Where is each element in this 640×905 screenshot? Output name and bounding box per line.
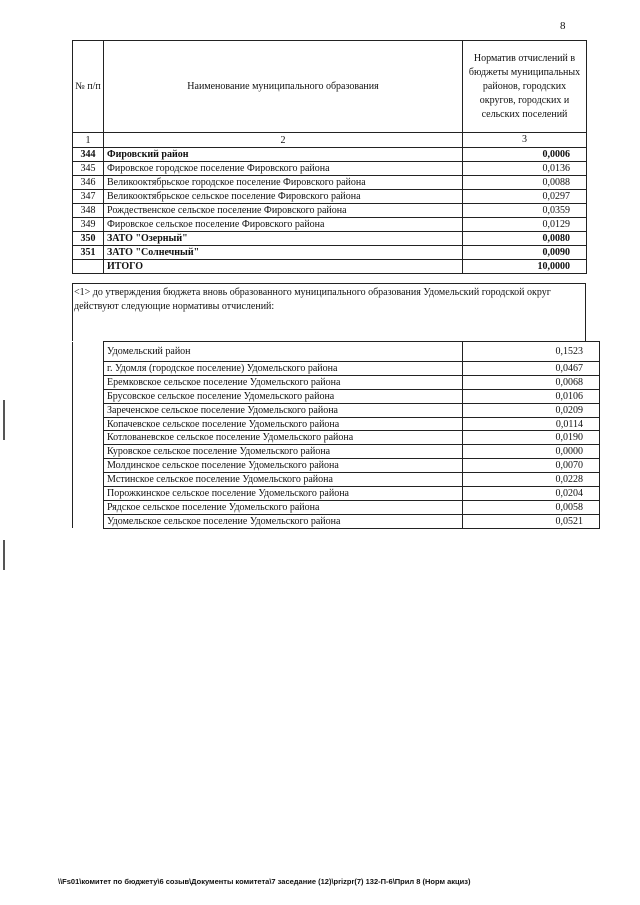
row-name: Фировское городское поселение Фировского района bbox=[104, 162, 463, 176]
table-row bbox=[73, 204, 587, 218]
row-name: Копачевское сельское поселение Удомельского района bbox=[104, 417, 463, 431]
list-item bbox=[73, 375, 600, 389]
row-value: 0,0058 bbox=[463, 500, 600, 514]
table-row bbox=[73, 232, 587, 246]
row-value: 0,0228 bbox=[463, 473, 600, 487]
header-number: № п/п bbox=[73, 41, 104, 133]
row-name: Молдинское сельское поселение Удомельского района bbox=[104, 459, 463, 473]
row-number: 344 bbox=[73, 148, 104, 162]
row-name: ИТОГО bbox=[104, 260, 463, 274]
table-row bbox=[73, 260, 587, 274]
row-value: 0,0068 bbox=[463, 375, 600, 389]
blank-cell bbox=[73, 445, 104, 459]
row-name: Котлованевское сельское поселение Удомельского района bbox=[104, 431, 463, 445]
row-value: 0,0136 bbox=[463, 162, 587, 176]
column-numbers-row bbox=[73, 133, 587, 148]
row-name: Куровское сельское поселение Удомельского района bbox=[104, 445, 463, 459]
row-name: Мстинское сельское поселение Удомельского района bbox=[104, 473, 463, 487]
row-name: Великооктябрьское городское поселение Фировского района bbox=[104, 176, 463, 190]
colnum-2: 2 bbox=[104, 133, 463, 148]
blank-cell bbox=[73, 375, 104, 389]
list-item bbox=[73, 487, 600, 501]
row-value: 0,0467 bbox=[463, 362, 600, 376]
blank-cell bbox=[73, 417, 104, 431]
row-name: ЗАТО "Солнечный" bbox=[104, 246, 463, 260]
row-name: Удомельское сельское поселение Удомельского района bbox=[104, 514, 463, 528]
list-item bbox=[73, 389, 600, 403]
list-item bbox=[73, 500, 600, 514]
row-value: 0,0521 bbox=[463, 514, 600, 528]
row-value: 0,0070 bbox=[463, 459, 600, 473]
blank-cell bbox=[73, 431, 104, 445]
blank-cell bbox=[73, 362, 104, 376]
table-row bbox=[73, 148, 587, 162]
table-row bbox=[73, 162, 587, 176]
row-value: 10,0000 bbox=[463, 260, 587, 274]
blank-cell bbox=[73, 500, 104, 514]
row-name: Рождественское сельское поселение Фировского района bbox=[104, 204, 463, 218]
row-value: 0,0106 bbox=[463, 389, 600, 403]
list-item bbox=[73, 514, 600, 528]
row-name: ЗАТО "Озерный" bbox=[104, 232, 463, 246]
row-name: Брусовское сельское поселение Удомельского района bbox=[104, 389, 463, 403]
blank-cell bbox=[73, 389, 104, 403]
row-value: 0,0359 bbox=[463, 204, 587, 218]
scan-edge-mark bbox=[3, 400, 5, 440]
list-item bbox=[73, 445, 600, 459]
row-value: 0,0000 bbox=[463, 445, 600, 459]
row-number: 351 bbox=[73, 246, 104, 260]
blank-cell bbox=[73, 342, 104, 362]
row-value: 0,0204 bbox=[463, 487, 600, 501]
list-item bbox=[73, 342, 600, 362]
list-item bbox=[73, 459, 600, 473]
row-name: Фировское сельское поселение Фировского района bbox=[104, 218, 463, 232]
row-number: 349 bbox=[73, 218, 104, 232]
header-norm: Норматив отчислений в бюджеты муниципальных районов, городских округов, городских и сельских поселений bbox=[463, 41, 587, 133]
scan-edge-mark bbox=[3, 540, 5, 570]
row-number: 348 bbox=[73, 204, 104, 218]
footnote-udomlya: <1> до утверждения бюджета вновь образованного муниципального образования Удомельский городской округ действуют следующие нормативы отчислений: bbox=[72, 283, 586, 341]
row-value: 0,0190 bbox=[463, 431, 600, 445]
row-value: 0,1523 bbox=[463, 342, 600, 362]
row-value: 0,0297 bbox=[463, 190, 587, 204]
table-row bbox=[73, 218, 587, 232]
udomlya-table bbox=[72, 341, 600, 529]
list-item bbox=[73, 403, 600, 417]
row-name: Фировский район bbox=[104, 148, 463, 162]
blank-cell bbox=[73, 459, 104, 473]
row-number bbox=[73, 260, 104, 274]
table-row bbox=[73, 190, 587, 204]
row-number: 345 bbox=[73, 162, 104, 176]
norms-table bbox=[72, 40, 587, 274]
list-item bbox=[73, 362, 600, 376]
file-path-footer: \\Fs01\комитет по бюджету\6 созыв\Документы комитета\7 заседание (12)\prizpr(7) 132-П-6\Прил 8 (Норм акциз) bbox=[58, 877, 471, 886]
row-value: 0,0080 bbox=[463, 232, 587, 246]
header-name: Наименование муниципального образования bbox=[104, 41, 463, 133]
row-number: 350 bbox=[73, 232, 104, 246]
colnum-3: 3 bbox=[463, 133, 587, 148]
list-item bbox=[73, 431, 600, 445]
row-name: Зареченское сельское поселение Удомельского района bbox=[104, 403, 463, 417]
blank-cell bbox=[73, 487, 104, 501]
colnum-1: 1 bbox=[73, 133, 104, 148]
table-row bbox=[73, 176, 587, 190]
row-value: 0,0006 bbox=[463, 148, 587, 162]
row-name: Еремковское сельское поселение Удомельского района bbox=[104, 375, 463, 389]
blank-cell bbox=[73, 514, 104, 528]
row-value: 0,0129 bbox=[463, 218, 587, 232]
row-name: Удомельский район bbox=[104, 342, 463, 362]
row-name: Великооктябрьское сельское поселение Фировского района bbox=[104, 190, 463, 204]
page-number: 8 bbox=[560, 20, 566, 32]
table-row bbox=[73, 246, 587, 260]
table-header-row bbox=[73, 41, 587, 133]
row-number: 347 bbox=[73, 190, 104, 204]
row-value: 0,0114 bbox=[463, 417, 600, 431]
list-item bbox=[73, 417, 600, 431]
row-value: 0,0090 bbox=[463, 246, 587, 260]
row-number: 346 bbox=[73, 176, 104, 190]
row-name: Рядское сельское поселение Удомельского района bbox=[104, 500, 463, 514]
blank-cell bbox=[73, 403, 104, 417]
row-name: Порожкинское сельское поселение Удомельского района bbox=[104, 487, 463, 501]
row-value: 0,0088 bbox=[463, 176, 587, 190]
row-value: 0,0209 bbox=[463, 403, 600, 417]
blank-cell bbox=[73, 473, 104, 487]
list-item bbox=[73, 473, 600, 487]
row-name: г. Удомля (городское поселение) Удомельского района bbox=[104, 362, 463, 376]
